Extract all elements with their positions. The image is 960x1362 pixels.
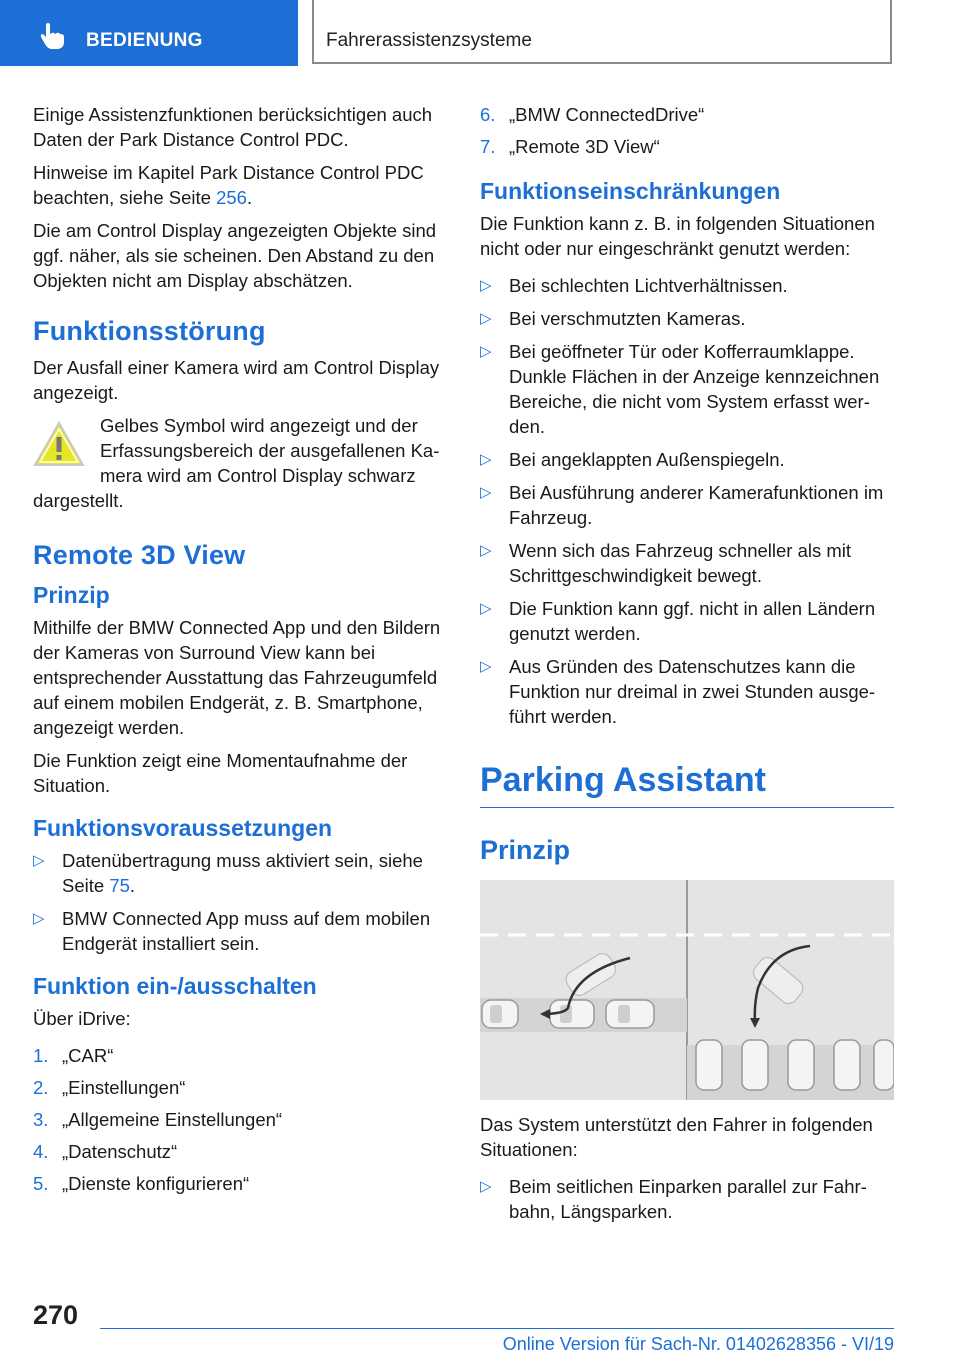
page-link[interactable]: 256 <box>216 187 247 208</box>
steps-list-continued <box>480 102 894 159</box>
section-tab-label: BEDIENUNG <box>86 30 203 51</box>
list-item: 5. „Dienste konfigurieren“ <box>33 1173 250 1194</box>
paragraph: Der Ausfall einer Kamera wird am Control Display angezeigt. <box>33 357 440 403</box>
list-item: ▷ Datenübertragung muss aktiviert sein, siehe Seite 75. <box>33 850 423 896</box>
paragraph: Hinweise im Kapitel Park Distance Control PDC beachten, siehe Seite 256. <box>33 162 424 208</box>
list-item: ▷ Bei geöffneter Tür oder Kofferraumklappe. Dunkle Flächen in der Anzeige kennzeichnen Bereiche, die nicht vom System erfasst werden. <box>480 341 880 437</box>
list-item: ▷ Bei Ausführung anderer Kamerafunktionen im Fahrzeug. <box>480 482 884 528</box>
subheading-prinzip: Prinzip <box>33 582 110 608</box>
triangle-bullet-icon: ▷ <box>33 852 45 869</box>
parking-diagram-image <box>480 880 894 1100</box>
list-item: ▷ BMW Connected App muss auf dem mobilen Endgerät installiert sein. <box>33 908 431 954</box>
list-item: ▷ Aus Gründen des Datenschutzes kann die Funktion nur dreimal in zwei Stunden ausgeführt werden. <box>480 656 876 727</box>
pointing-hand-icon <box>40 22 66 50</box>
triangle-bullet-icon: ▷ <box>480 658 492 675</box>
subheading-vorauss: Funktionsvoraussetzungen <box>33 815 333 841</box>
list-item: ▷ Bei schlechten Lichtverhältnissen. <box>480 275 788 296</box>
triangle-bullet-icon: ▷ <box>480 451 492 468</box>
list-item: 7. „Remote 3D View“ <box>480 136 660 157</box>
situations-list <box>480 1174 894 1224</box>
triangle-bullet-icon: ▷ <box>33 910 45 927</box>
triangle-bullet-icon: ▷ <box>480 600 492 617</box>
list-item: ▷ Beim seitlichen Einparken parallel zur Fahrbahn, Längsparken. <box>480 1176 867 1222</box>
paragraph: Mithilfe der BMW Connected App und den Bildern der Kameras von Surround View kann bei entsprechender Ausstattung das Fahrzeugumfeld auf einem mobilen Endgerät, z. B. Smartphone, angezeigt werden. <box>33 617 441 738</box>
steps-list <box>33 1043 449 1196</box>
list-item: ▷ Bei verschmutzten Kameras. <box>480 308 746 329</box>
triangle-bullet-icon: ▷ <box>480 1178 492 1195</box>
triangle-bullet-icon: ▷ <box>480 484 492 501</box>
list-item: 3. „Allgemeine Einstellungen“ <box>33 1109 283 1130</box>
triangle-bullet-icon: ▷ <box>480 343 492 360</box>
triangle-bullet-icon: ▷ <box>480 542 492 559</box>
list-item: 2. „Einstellungen“ <box>33 1077 186 1098</box>
online-version-note: Online Version für Sach-Nr. 01402628356 - VI/19 <box>502 1334 894 1354</box>
list-item: ▷ Die Funktion kann ggf. nicht in allen Ländern genutzt werden. <box>480 598 876 644</box>
section-tab[interactable] <box>0 0 298 66</box>
paragraph: Einige Assistenzfunktionen berücksichtigen auch Daten der Park Distance Control PDC. <box>33 104 433 150</box>
warning-triangle-icon <box>33 421 85 467</box>
list-item: 4. „Datenschutz“ <box>33 1141 178 1162</box>
paragraph: Über iDrive: <box>33 1008 131 1029</box>
triangle-bullet-icon: ▷ <box>480 277 492 294</box>
page-link[interactable]: 75 <box>109 875 130 896</box>
warning-note <box>33 413 449 513</box>
section-heading-stoerung: Funktionsstörung <box>33 316 266 346</box>
subheading-prinzip-parking: Prinzip <box>480 835 571 865</box>
paragraph: Das System unterstützt den Fahrer in folgenden Situationen: <box>480 1114 873 1160</box>
chapter-title: Fahrerassistenzsysteme <box>326 30 532 51</box>
chapter-heading-parking: Parking Assistant <box>480 759 894 808</box>
parking-illustration <box>480 880 894 1100</box>
subheading-einschr: Funktionseinschränkungen <box>480 178 781 204</box>
list-item: ▷ Wenn sich das Fahrzeug schneller als mit Schrittgeschwindigkeit bewegt. <box>480 540 852 586</box>
paragraph: Die Funktion kann z. B. in folgenden Situationen nicht oder nur eingeschränkt genutzt werden: <box>480 213 875 259</box>
page-number: 270 <box>33 1300 79 1330</box>
chapter-tab[interactable] <box>312 0 892 64</box>
right-column <box>480 102 894 1232</box>
triangle-bullet-icon: ▷ <box>480 310 492 327</box>
list-item: ▷ Bei angeklappten Außenspiegeln. <box>480 449 785 470</box>
footer-divider <box>100 1328 894 1329</box>
subheading-einaus: Funktion ein-/ausschalten <box>33 973 317 999</box>
limitations-list <box>480 273 894 729</box>
list-item: 1. „CAR“ <box>33 1045 114 1066</box>
warning-text-tail: dargestellt. <box>33 490 124 511</box>
left-column <box>33 102 449 1203</box>
section-heading-remote: Remote 3D View <box>33 540 246 570</box>
list-item: 6. „BMW ConnectedDrive“ <box>480 104 705 125</box>
warning-text: Gelbes Symbol wird angezeigt und der Erfassungsbereich der ausgefallenen Kamera wird am Control Display schwarz <box>100 415 440 486</box>
requirements-list <box>33 848 449 956</box>
paragraph: Die am Control Display angezeigten Objekte sind ggf. näher, als sie scheinen. Den Abstand zu den Objekten nicht am Display abschätzen. <box>33 220 437 291</box>
paragraph: Die Funktion zeigt eine Momentaufnahme der Situation. <box>33 750 408 796</box>
